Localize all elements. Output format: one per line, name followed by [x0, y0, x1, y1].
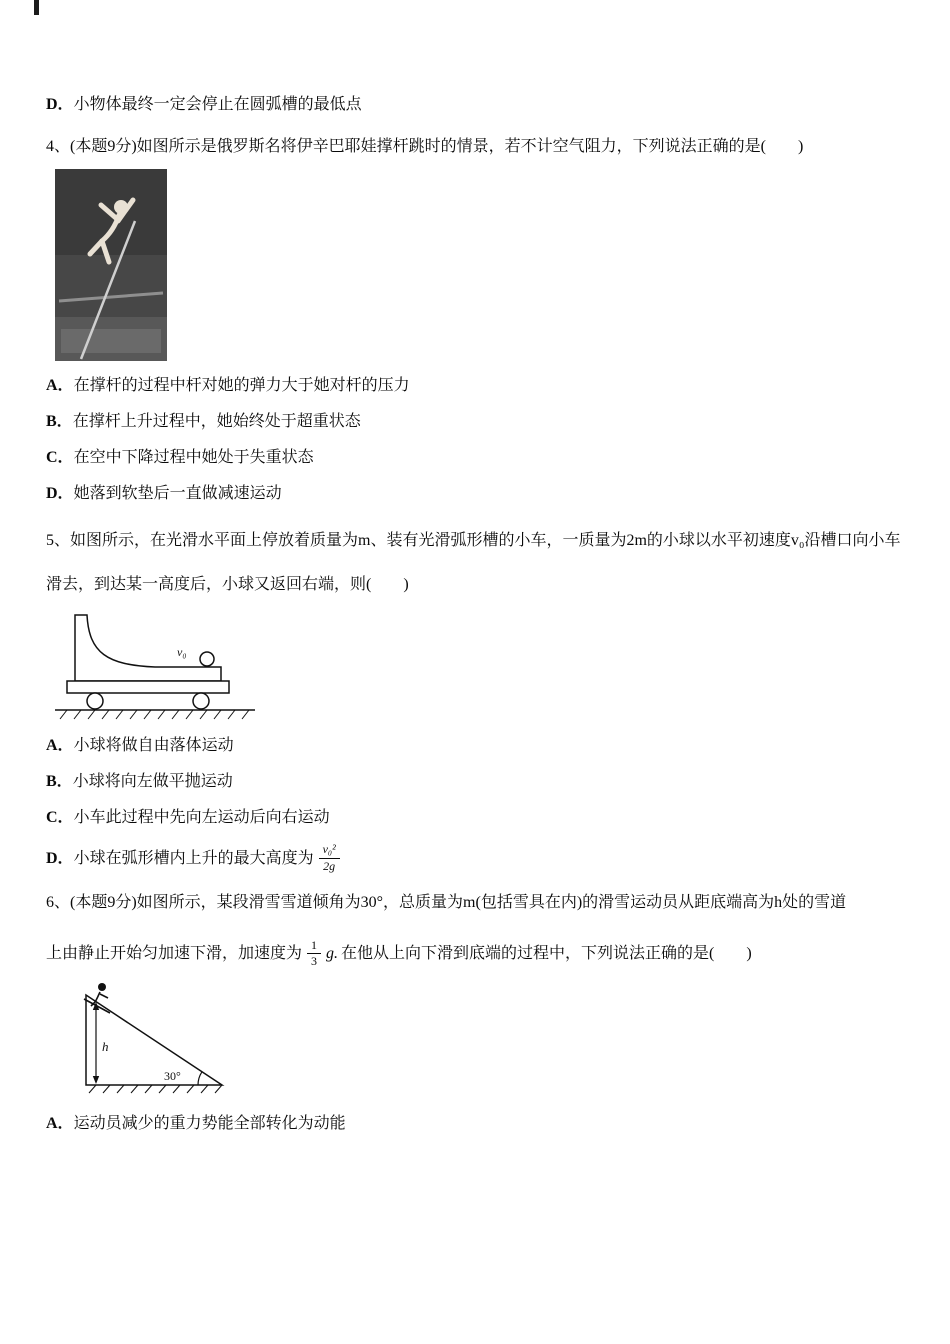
photo-landing-mat — [61, 329, 161, 353]
option-letter: A． — [46, 1115, 74, 1133]
wheel-right — [193, 693, 209, 709]
q5-option-d — [46, 843, 906, 874]
ground-hatching — [60, 710, 249, 719]
option-letter: D． — [46, 849, 74, 867]
option-letter: D． — [46, 96, 74, 113]
question-6-stem-line1: 6、(本题9分)如图所示，某段滑雪雪道倾角为30°，总质量为m(包括雪具在内)的滑雪运动员从距底端高为h处的雪道 — [46, 893, 847, 911]
option-letter: B． — [46, 773, 73, 790]
question-4-stem: 4、(本题9分)如图所示是俄罗斯名将伊辛巴耶娃撑杆跳时的情景，若不计空气阻力，下列说法正确的是( ) — [46, 138, 804, 155]
scan-artifact — [34, 0, 39, 15]
fraction-denominator: 2g — [323, 858, 336, 873]
prev-question-option-d — [46, 94, 906, 115]
cart-arc-body — [75, 615, 221, 681]
question-5-stem: 5、如图所示，在光滑水平面上停放着质量为m、装有光滑弧形槽的小车，一质量为2m的小球以水平初速度v₀沿槽口向小车滑去，到达某一高度后，小球又返回右端，则( ) — [46, 532, 901, 593]
angle-arc — [198, 1072, 202, 1085]
q5-option-c — [46, 807, 906, 828]
q4-option-a — [46, 375, 906, 396]
ground-hatching — [89, 1085, 222, 1093]
gravity-symbol: g. — [326, 945, 339, 963]
option-letter: C． — [46, 809, 74, 826]
pole-vault-photo — [55, 169, 167, 361]
option-text: 在撑杆上升过程中，她始终处于超重状态 — [72, 413, 361, 430]
option-text: 小球将做自由落体运动 — [73, 737, 234, 754]
option-text: 在空中下降过程中她处于失重状态 — [73, 449, 314, 466]
option-text: 小球在弧形槽内上升的最大高度为 — [73, 849, 314, 867]
option-text: 运动员减少的重力势能全部转化为动能 — [73, 1115, 346, 1133]
question-6-stem-line2 — [46, 939, 906, 970]
stem-text: 上由静止开始匀加速下滑，加速度为 — [46, 945, 303, 963]
stem-text: 在他从上向下滑到底端的过程中，下列说法正确的是( ) — [341, 945, 752, 963]
ball — [200, 652, 214, 666]
option-text: 她落到软垫后一直做减速运动 — [73, 485, 282, 502]
option-letter: A． — [46, 377, 74, 394]
height-arrow — [93, 1002, 99, 1084]
wheel-left — [87, 693, 103, 709]
athlete-head — [114, 200, 128, 214]
q5-option-a — [46, 735, 906, 756]
fraction-denominator: 3 — [311, 954, 318, 969]
option-text: 小球将向左做平抛运动 — [72, 773, 233, 790]
incline-diagram — [52, 979, 237, 1101]
height-label: h — [102, 1039, 109, 1055]
q4-option-d — [46, 483, 906, 504]
fraction-one-third — [307, 939, 321, 970]
cart-base — [67, 681, 229, 693]
cart-arc-diagram — [55, 609, 255, 721]
option-letter: C． — [46, 449, 74, 466]
q5-option-b — [46, 771, 906, 792]
option-letter: B． — [46, 413, 73, 430]
q6-option-a — [46, 1113, 906, 1134]
angle-label: 30° — [164, 1069, 181, 1084]
option-text: 小物体最终一定会停止在圆弧槽的最低点 — [73, 96, 362, 113]
option-letter: A． — [46, 737, 74, 754]
fraction-v0sq-over-2g — [319, 843, 340, 874]
option-letter: D． — [46, 485, 74, 502]
fraction-numerator: v₀² — [319, 843, 340, 859]
q4-option-b — [46, 411, 906, 432]
option-text: 在撑杆的过程中杆对她的弹力大于她对杆的压力 — [73, 377, 410, 394]
option-text: 小车此过程中先向左运动后向右运动 — [73, 809, 330, 826]
q4-option-c — [46, 447, 906, 468]
ball-speed-label: v₀ — [177, 645, 187, 659]
fraction-numerator: 1 — [307, 939, 321, 955]
